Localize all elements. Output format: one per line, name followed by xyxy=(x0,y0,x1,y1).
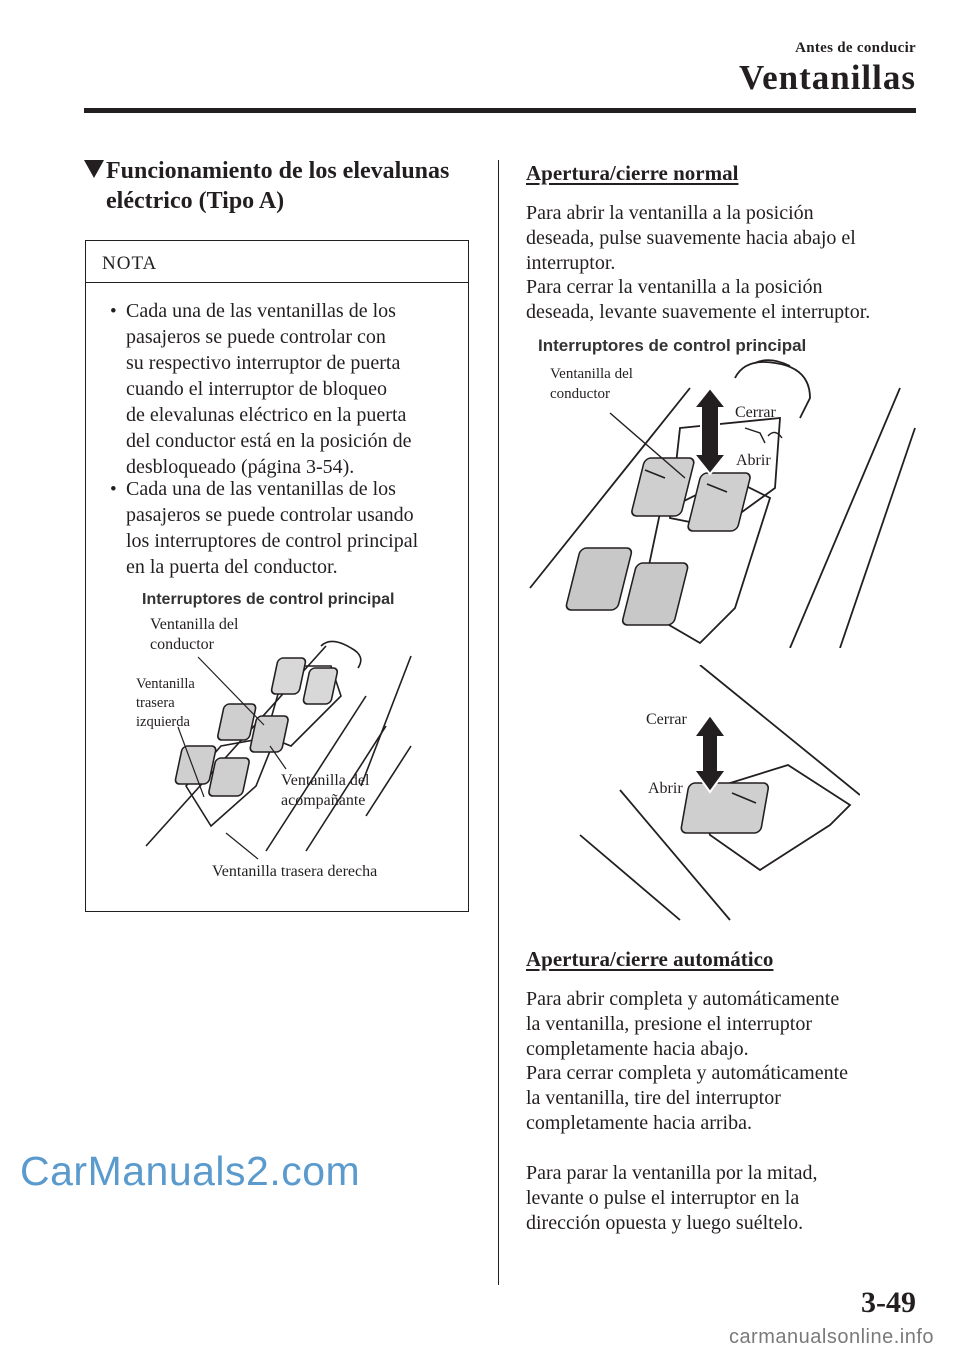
figure-caption: Interruptores de control principal xyxy=(142,591,395,608)
text-line: Para abrir completa y automáticamente xyxy=(526,988,840,1010)
open-close-arrow-icon xyxy=(694,715,726,792)
triangle-heading-icon xyxy=(84,160,104,178)
footer-site: carmanualsonline.info xyxy=(728,1326,934,1348)
label-close: Cerrar xyxy=(735,404,776,421)
text-line: la ventanilla, tire del interruptor xyxy=(526,1087,781,1110)
bullet-1-line: desbloqueado (página 3-54). xyxy=(126,456,355,478)
open-close-arrow-icon xyxy=(694,388,726,474)
text-line: completamente hacia abajo. xyxy=(526,1037,749,1060)
callout-line: acompañante xyxy=(281,792,366,809)
text-line: dirección opuesta y luego suéltelo. xyxy=(526,1211,804,1234)
text-line: Para cerrar completa y automáticamente xyxy=(526,1062,849,1085)
text-line: levante o pulse el interruptor en la xyxy=(526,1186,800,1209)
text-line: deseada, pulse suavemente hacia abajo el xyxy=(526,226,856,249)
bullet-1-line: cuando el interruptor de bloqueo xyxy=(126,378,388,400)
single-switch-figure xyxy=(560,665,860,925)
paragraph-normal xyxy=(526,201,921,325)
section-kicker: Antes de conducir xyxy=(795,40,916,56)
header-rule xyxy=(84,108,916,113)
bullet-icon: • xyxy=(110,301,117,322)
subheading-auto: Apertura/cierre automático xyxy=(526,947,774,971)
bullet-2-line: Cada una de las ventanillas de los xyxy=(126,478,396,500)
text-line: deseada, levante suavemente el interruptor. xyxy=(526,301,871,324)
label-open-2: Abrir xyxy=(648,780,683,797)
bullet-1-line: su respectivo interruptor de puerta xyxy=(126,352,401,374)
bullet-icon: • xyxy=(110,479,117,500)
label-open: Abrir xyxy=(736,452,771,469)
figure-caption-right: Interruptores de control principal xyxy=(538,336,807,355)
paragraph-stop xyxy=(526,1161,921,1235)
bullet-2-line: los interruptores de control principal xyxy=(126,530,419,552)
callout-line: trasera xyxy=(136,695,175,711)
section-title: Ventanillas xyxy=(739,58,916,97)
watermark: CarManuals2.com xyxy=(20,1148,361,1194)
note-box xyxy=(85,240,469,912)
callout-driver-window-right xyxy=(550,364,633,404)
text-line: Para cerrar la ventanilla a la posición xyxy=(526,276,823,299)
subheading-normal: Apertura/cierre normal xyxy=(526,161,739,185)
text-line: la ventanilla, presione el interruptor xyxy=(526,1012,813,1035)
bullet-2-line: en la puerta del conductor. xyxy=(126,556,338,578)
text-line: interruptor. xyxy=(526,251,616,274)
bullet-1-line: del conductor está en la posición de xyxy=(126,430,412,452)
note-title: NOTA xyxy=(102,253,158,274)
bullet-1-line: Cada una de las ventanillas de los xyxy=(126,300,396,322)
column-divider xyxy=(498,160,499,1285)
page-number: 3-49 xyxy=(861,1286,916,1319)
callout-line: conductor xyxy=(150,636,214,653)
callout-line: Ventanilla del xyxy=(550,366,633,382)
callout-line: izquierda xyxy=(136,714,190,730)
paragraph-auto xyxy=(526,987,921,1136)
label-close-2: Cerrar xyxy=(646,711,687,728)
bullet-1-line: pasajeros se puede controlar con xyxy=(126,326,386,348)
text-line: completamente hacia arriba. xyxy=(526,1111,752,1134)
text-line: Para parar la ventanilla por la mitad, xyxy=(526,1162,818,1184)
main-heading xyxy=(106,156,486,216)
callout-line: conductor xyxy=(550,386,610,402)
callout-line: Ventanilla xyxy=(136,676,195,692)
main-heading-line2: eléctrico (Tipo A) xyxy=(106,188,285,214)
callout-rear-right-window: Ventanilla trasera derecha xyxy=(212,863,378,880)
callout-leaders xyxy=(86,241,466,906)
callout-line: Ventanilla del xyxy=(150,616,239,633)
bullet-2-line: pasajeros se puede controlar usando xyxy=(126,504,414,526)
bullet-1-line: de elevalunas eléctrico en la puerta xyxy=(126,404,407,426)
main-heading-line1: Funcionamiento de los elevalunas xyxy=(106,158,450,184)
text-line: Para abrir la ventanilla a la posición xyxy=(526,202,814,224)
callout-line: Ventanilla del xyxy=(281,772,370,789)
